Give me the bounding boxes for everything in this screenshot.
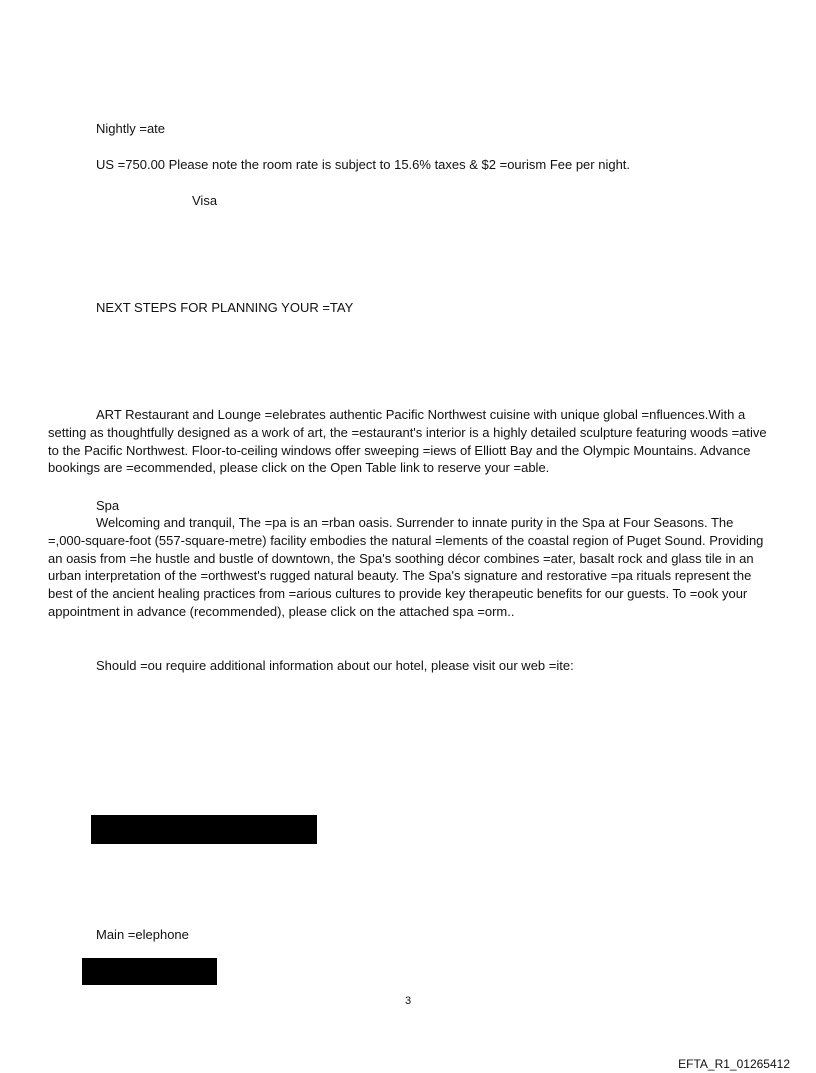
- page-number: 3: [404, 995, 412, 1007]
- main-telephone-label: Main =elephone: [96, 927, 189, 942]
- art-restaurant-paragraph: ART Restaurant and Lounge =elebrates authentic Pacific Northwest cuisine with unique global =nfluences.With a setting as thoughtfully designed as a work of art, the =estaurant's interior is a highly detailed sculpture featuring woods =ative to the Pacific Northwest. Floor-to-ceiling windows offer sweeping =iews of Elliott Bay and the Olympic Mountains. Advance bookings are =ecommended, please click on the Open Table link to reserve your =able.: [48, 407, 767, 476]
- redaction-bar-website: [91, 815, 317, 844]
- footer-document-id: EFTA_R1_01265412: [678, 1057, 790, 1071]
- payment-method: Visa: [192, 193, 218, 208]
- next-steps-heading: NEXT STEPS FOR PLANNING YOUR =TAY: [96, 300, 354, 315]
- nightly-rate-label: Nightly =ate: [96, 121, 166, 136]
- spa-first-line: Welcoming and tranquil, The =pa is an =rban oasis. Surrender to innate purity in the Spa at Four Seasons. The: [96, 515, 734, 530]
- spa-rest-text: =,000-square-foot (557-square-metre) facility embodies the natural =lements of the coastal region of Puget Sound. Providing an oasis from =he hustle and bustle of downtown, the Spa's soothing décor combines =ater, basalt rock and glass tile in an urban interpretation of the =orthwest's rugged natural beauty. The Spa's signature and restorative =pa rituals represent the best of the ancient healing practices from =arious cultures to provide key therapeutic benefits for our guests. To =ook your appointment in advance (recommended), please click on the attached spa =orm..: [48, 532, 764, 619]
- redaction-bar-telephone: [82, 958, 217, 985]
- spa-paragraph: [48, 514, 772, 621]
- more-info-line: Should =ou require additional information about our hotel, please visit our web =ite:: [96, 658, 574, 673]
- rate-line: US =750.00 Please note the room rate is subject to 15.6% taxes & $2 =ourism Fee per night.: [96, 157, 631, 172]
- spa-heading: Spa: [96, 498, 120, 513]
